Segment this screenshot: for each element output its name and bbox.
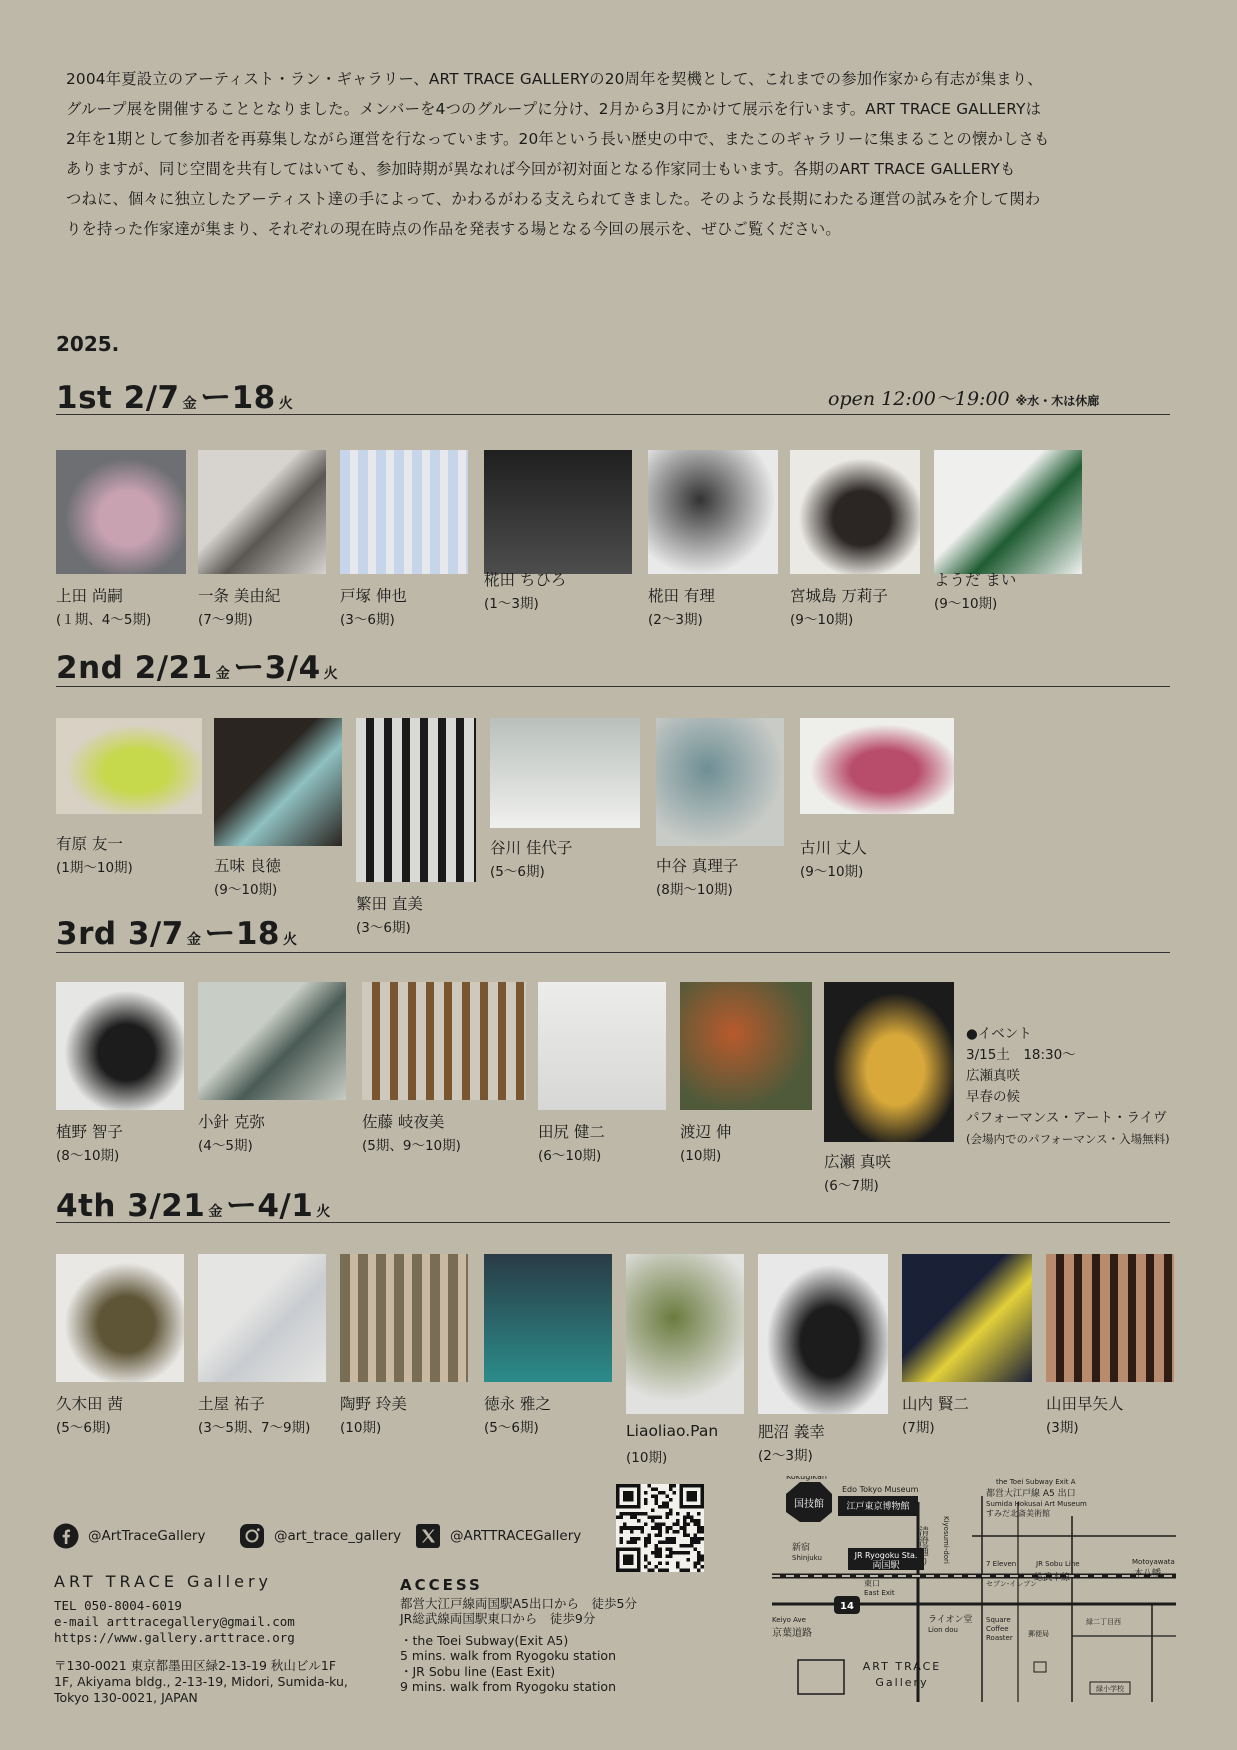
- artwork-image: [902, 1254, 1032, 1382]
- artist-name: 椛田 ちひろ: [484, 571, 567, 589]
- map-sobu: JR Sobu Line: [1036, 1560, 1080, 1568]
- artist-name: 陶野 玲美: [340, 1395, 407, 1413]
- address-en-line2: Tokyo 130-0021, JAPAN: [54, 1690, 198, 1705]
- artist-period: (１期、4〜5期): [56, 612, 152, 628]
- section-end-day: 火: [316, 1204, 331, 1220]
- artist-name: 有原 友一: [56, 835, 123, 853]
- section-dash: ー: [204, 916, 236, 952]
- map-keiyo: Keiyo Ave: [772, 1616, 806, 1624]
- map-school-jp: 緑小学校: [1096, 1685, 1124, 1693]
- section-divider: [56, 1222, 1170, 1223]
- map-roaster: Roaster: [986, 1634, 1013, 1642]
- artist-name: 宮城島 万莉子: [790, 587, 888, 605]
- artwork-image: [824, 982, 954, 1142]
- artist-period: (10期): [626, 1450, 668, 1466]
- x-link[interactable]: [414, 1522, 581, 1550]
- artist-period: (5〜6期): [56, 1420, 111, 1436]
- artist-period: (4〜5期): [198, 1138, 253, 1154]
- section-dash: ー: [200, 380, 232, 416]
- artist-period: (10期): [680, 1148, 722, 1164]
- x-icon: [414, 1522, 442, 1550]
- intro-line: つねに、個々に独立したアーティスト達の手によって、かわるがわる支えられてきました。そのような長期にわたる運営の試みを介して関わ: [66, 190, 1041, 208]
- section-label: 1st: [56, 380, 113, 416]
- artwork-image: [490, 718, 640, 828]
- artwork-image: [790, 450, 920, 574]
- intro-line: りを持った作家達が集まり、それぞれの現在時点の作品を発表する場となる今回の展示を、ぜひご覧ください。: [66, 220, 841, 238]
- event-title: ●イベント: [966, 1026, 1032, 1042]
- section-end-date: 3/4: [264, 650, 321, 686]
- artwork-image: [356, 718, 476, 882]
- map-east-exit-jp: 東口: [864, 1579, 880, 1588]
- map-coffee: Coffee: [986, 1625, 1009, 1633]
- artist-name: 山内 賢二: [902, 1395, 969, 1413]
- map-post-office-jp: 郵便局: [1028, 1630, 1049, 1638]
- section-start-date: 3/7: [127, 916, 184, 952]
- event-artist: 広瀬真咲: [966, 1068, 1020, 1084]
- artist-name: 田尻 健二: [538, 1123, 605, 1141]
- instagram-icon: [238, 1522, 266, 1550]
- map-motoyawata: Motoyawata: [1132, 1558, 1175, 1566]
- facebook-link[interactable]: [52, 1522, 205, 1550]
- artist-name: 谷川 佳代子: [490, 839, 573, 857]
- map-seven-eleven-jp: セブン-イレブン: [986, 1580, 1037, 1588]
- artist-name: 徳永 雅之: [484, 1395, 551, 1413]
- section-end-day: 火: [323, 666, 339, 682]
- access-en-jr: ・JR Sobu line (East Exit): [400, 1663, 556, 1679]
- event-piece: 早春の候: [966, 1089, 1020, 1105]
- facebook-handle: @ArtTraceGallery: [88, 1528, 206, 1544]
- map-liondou: Lion dou: [928, 1626, 958, 1634]
- artwork-image: [626, 1254, 744, 1414]
- artist-period: (2〜3期): [648, 612, 703, 628]
- section-divider: [56, 952, 1170, 953]
- artist-name: 繁田 直美: [356, 895, 423, 913]
- artwork-image: [56, 450, 186, 574]
- artist-period: (3〜5期、7〜9期): [198, 1420, 311, 1436]
- artist-name: 椛田 有理: [648, 587, 715, 605]
- section-divider: [56, 686, 1170, 687]
- section-start-day: 金: [182, 396, 198, 412]
- artwork-image: [198, 1254, 326, 1382]
- opening-hours-time: open 12:00〜19:00: [828, 388, 1010, 410]
- artist-period: (8〜10期): [56, 1148, 120, 1164]
- section-end-day: 火: [282, 932, 298, 948]
- artwork-image: [198, 450, 326, 574]
- artist-period: (5〜6期): [490, 864, 545, 880]
- map-museum-jp: 江戸東京博物館: [846, 1502, 910, 1512]
- artist-period: (3期): [1046, 1420, 1079, 1436]
- access-en-subway: ・the Toei Subway(Exit A5): [400, 1632, 569, 1648]
- artwork-image: [198, 982, 346, 1100]
- artist-name: Liaoliao.Pan: [626, 1422, 719, 1440]
- map-toei-exit-jp: 都営大江戸線 A5 出口: [986, 1489, 1076, 1499]
- map-museum: Edo Tokyo Museum: [842, 1485, 919, 1494]
- artist-name: 戸塚 伸也: [340, 587, 407, 605]
- artist-name: 渡辺 伸: [680, 1123, 732, 1141]
- contact-info: [54, 1598, 295, 1646]
- artist-period: (10期): [340, 1420, 382, 1436]
- year-label: 2025.: [56, 332, 120, 356]
- artwork-image: [1046, 1254, 1174, 1382]
- map-hokusai: Sumida Hokusai Art Museum: [986, 1500, 1087, 1508]
- artist-name: 肥沼 義幸: [758, 1423, 825, 1441]
- map-keiyo-jp: 京葉道路: [772, 1628, 812, 1639]
- map-toei-exit: the Toei Subway Exit A: [996, 1478, 1076, 1486]
- event-date: 3/15土 18:30〜: [966, 1047, 1076, 1063]
- map-kiyosumi-en: Kiyosumi-dori: [942, 1516, 950, 1564]
- artist-period: (3〜6期): [356, 920, 411, 936]
- artist-period: (6〜7期): [824, 1178, 879, 1194]
- map-hokusai-jp: すみだ北斎美術館: [986, 1509, 1050, 1518]
- section-label: 3rd: [56, 916, 117, 952]
- artwork-image: [758, 1254, 888, 1414]
- map-route-number: 14: [840, 1601, 854, 1612]
- section-title-2nd: [56, 642, 341, 687]
- map-motoyawata-jp: 本八幡: [1134, 1569, 1162, 1579]
- facebook-icon: [52, 1522, 80, 1550]
- section-start-date: 3/21: [127, 1188, 206, 1224]
- section-start-date: 2/7: [123, 380, 180, 416]
- section-title-4th: [56, 1180, 334, 1225]
- section-start-day: 金: [186, 932, 202, 948]
- artwork-image: [56, 982, 184, 1110]
- map-kokugikan: Kokugikan: [786, 1476, 827, 1481]
- opening-hours: [828, 384, 1099, 411]
- instagram-link[interactable]: [238, 1522, 401, 1550]
- map-jr-station: JR Ryogoku Sta.: [854, 1551, 918, 1560]
- postal-address: [54, 1658, 348, 1706]
- intro-line: ありますが、同じ空間を共有してはいても、参加時期が異なれば今回が初対面となる作家同士もいます。各期のART TRACE GALLERYも: [66, 160, 1016, 178]
- artist-period: (9〜10期): [790, 612, 854, 628]
- artist-period: (1期〜10期): [56, 860, 133, 876]
- access-map: [772, 1476, 1176, 1702]
- map-square: Square: [986, 1616, 1011, 1624]
- access-heading: ACCESS: [400, 1576, 483, 1594]
- address-en-line1: 1F, Akiyama bldg., 2-13-19, Midori, Sumida-ku,: [54, 1674, 348, 1689]
- address-jp: 〒130-0021 東京都墨田区緑2-13-19 秋山ビル1F: [54, 1658, 337, 1673]
- artwork-image: [484, 1254, 612, 1382]
- event-note: (会場内でのパフォーマンス・入場無料): [966, 1132, 1170, 1146]
- artwork-image: [340, 450, 468, 574]
- artwork-image: [56, 718, 202, 814]
- access-info: [400, 1578, 637, 1695]
- artist-name: 五味 良徳: [214, 857, 281, 875]
- artist-name: ようだ まい: [934, 571, 1017, 589]
- section-start-date: 2/21: [134, 650, 213, 686]
- map-kiyosumi-jp: 清澄通り: [916, 1526, 928, 1566]
- artist-period: (9〜10期): [934, 596, 998, 612]
- section-title-3rd: [56, 908, 300, 953]
- artist-period: (9〜10期): [800, 864, 864, 880]
- section-dash: ー: [233, 650, 265, 686]
- artist-name: 植野 智子: [56, 1123, 123, 1141]
- map-midori-jp: 緑二丁目西: [1086, 1618, 1121, 1626]
- map-seven-eleven: 7 Eleven: [986, 1560, 1017, 1568]
- artist-period: (5期、9〜10期): [362, 1138, 461, 1154]
- artist-name: 久木田 茜: [56, 1395, 123, 1413]
- artist-period: (7〜9期): [198, 612, 253, 628]
- map-gallery-name: ART TRACE: [862, 1660, 942, 1673]
- artist-name: 広瀬 真咲: [824, 1153, 891, 1171]
- artist-name: 土屋 祐子: [198, 1395, 265, 1413]
- section-end-date: 4/1: [257, 1188, 314, 1224]
- website-url[interactable]: https://www.gallery.arttrace.org: [54, 1630, 295, 1645]
- intro-text: [66, 64, 1176, 244]
- artwork-image: [800, 718, 954, 814]
- map-jr-station-jp: 両国駅: [872, 1561, 900, 1571]
- access-en-subway-walk: 5 mins. walk from Ryogoku station: [400, 1648, 616, 1663]
- artwork-image: [538, 982, 666, 1110]
- access-en-jr-walk: 9 mins. walk from Ryogoku station: [400, 1679, 616, 1694]
- map-shinjuku: Shinjuku: [792, 1554, 822, 1562]
- gallery-name: ART TRACE Gallery: [54, 1572, 273, 1591]
- section-start-day: 金: [215, 666, 231, 682]
- map-liondou-jp: ライオン堂: [928, 1615, 973, 1625]
- x-handle: @ARTTRACEGallery: [450, 1528, 582, 1544]
- instagram-handle: @art_trace_gallery: [274, 1528, 402, 1544]
- section-label: 2nd: [56, 650, 124, 686]
- artist-period: (6〜10期): [538, 1148, 602, 1164]
- section-end-date: 18: [235, 916, 280, 952]
- artist-name: 山田早矢人: [1046, 1395, 1124, 1413]
- artist-period: (2〜3期): [758, 1448, 813, 1464]
- artwork-image: [934, 450, 1082, 574]
- artist-period: (5〜6期): [484, 1420, 539, 1436]
- intro-line: グループ展を開催することとなりました。メンバーを4つのグループに分け、2月から3月にかけて展示を行います。ART TRACE GALLERYは: [66, 100, 1042, 118]
- intro-line: 2004年夏設立のアーティスト・ラン・ギャラリー、ART TRACE GALLERYの20周年を契機として、これまでの参加作家から有志が集まり、: [66, 70, 1043, 88]
- artist-name: 古川 丈人: [800, 839, 867, 857]
- intro-line: 2年を1期として参加者を再募集しながら運営を行なっています。20年という長い歴史の中で、またこのギャラリーに集まることの懐かしさも: [66, 130, 1050, 148]
- artwork-image: [648, 450, 778, 574]
- section-label: 4th: [56, 1188, 116, 1224]
- section-start-day: 金: [208, 1204, 223, 1220]
- artist-period: (8期〜10期): [656, 882, 733, 898]
- artwork-image: [362, 982, 526, 1100]
- section-divider: [56, 414, 1170, 415]
- artist-name: 佐藤 岐夜美: [362, 1113, 445, 1131]
- artist-period: (1〜3期): [484, 596, 539, 612]
- map-sobu-jp: 総武本線: [1034, 1573, 1071, 1583]
- event-info: [966, 1024, 1170, 1150]
- artist-period: (9〜10期): [214, 882, 278, 898]
- section-dash: ー: [225, 1188, 258, 1224]
- access-jp-jr: JR総武線両国駅東口から 徒歩9分: [400, 1611, 596, 1626]
- artist-name: 上田 尚嗣: [56, 587, 123, 605]
- access-jp-subway: 都営大江戸線両国駅A5出口から 徒歩5分: [400, 1595, 637, 1611]
- artist-period: (3〜6期): [340, 612, 395, 628]
- section-title-1st: [56, 372, 296, 417]
- artist-name: 一条 美由紀: [198, 587, 281, 605]
- artwork-image: [340, 1254, 468, 1382]
- artwork-image: [656, 718, 784, 846]
- artist-name: 小針 克弥: [198, 1113, 265, 1131]
- map-kokugikan-jp: 国技館: [794, 1499, 824, 1510]
- email-address[interactable]: e-mail arttracegallery@gmail.com: [54, 1614, 295, 1629]
- map-east-exit: East Exit: [864, 1589, 895, 1597]
- phone-number: TEL 050-8004-6019: [54, 1598, 182, 1613]
- artist-period: (7期): [902, 1420, 935, 1436]
- artist-name: 中谷 真理子: [656, 857, 739, 875]
- event-kind: パフォーマンス・アート・ライヴ: [966, 1110, 1167, 1126]
- closed-days-note: ※水・木は休廊: [1015, 394, 1100, 408]
- section-end-day: 火: [278, 396, 294, 412]
- artwork-image: [484, 450, 632, 574]
- artwork-image: [214, 718, 342, 846]
- artwork-image: [56, 1254, 184, 1382]
- qr-code[interactable]: [616, 1484, 704, 1572]
- artwork-image: [680, 982, 812, 1110]
- section-end-date: 18: [231, 380, 276, 416]
- map-gallery-sub: Gallery: [875, 1676, 929, 1689]
- map-shinjuku-jp: 新宿: [792, 1543, 811, 1553]
